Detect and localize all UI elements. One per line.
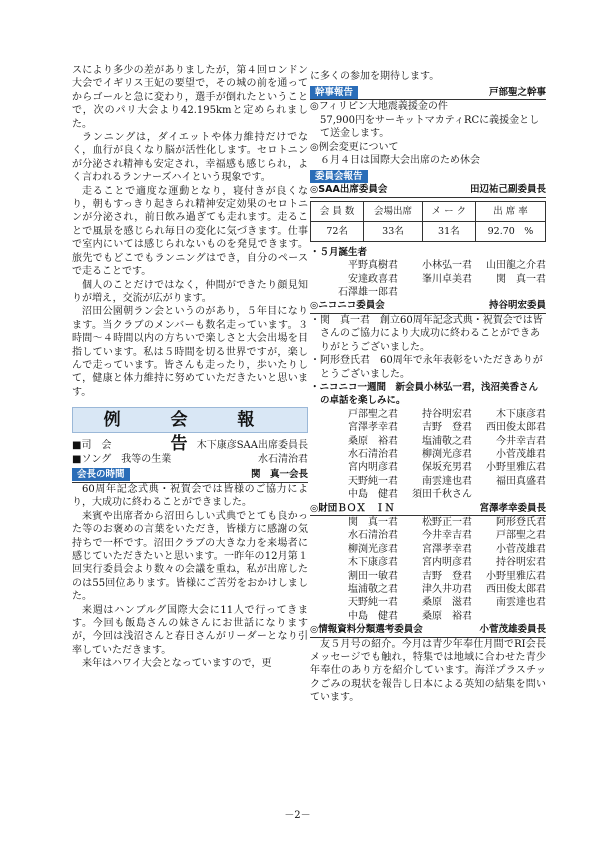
kaicho-tag: 会長の時間 xyxy=(72,468,130,481)
member-name: 石澤雄一郎君 xyxy=(338,287,398,299)
member-name: 水石清治君 xyxy=(348,530,398,542)
member-name: 関 真一君 xyxy=(348,516,398,528)
member-name: 松野正一君 xyxy=(422,516,472,528)
table-row xyxy=(311,201,546,221)
kaicho-name: 関 真一会長 xyxy=(250,469,308,481)
table-row xyxy=(311,221,546,241)
member-name: 今井幸吉君 xyxy=(422,530,472,542)
member-name: 西田俊太郎君 xyxy=(486,422,546,434)
member-name: 宮内明彦君 xyxy=(348,462,398,474)
name-row xyxy=(310,543,546,556)
table-cell: 72名 xyxy=(311,221,364,241)
member-name: 塩浦敬之君 xyxy=(348,584,398,595)
joho-title: ◎情報資料分類選考委員会 xyxy=(310,624,423,636)
name-row xyxy=(310,516,546,529)
name-row xyxy=(310,583,546,596)
member-name: 保坂充男君 xyxy=(422,462,472,474)
birthday-list xyxy=(310,259,546,299)
right-column xyxy=(310,70,546,705)
body-paragraph: 個人のことだけではなく，仲間ができたり顔見知りが増え，交流が広がります。 xyxy=(72,279,308,304)
emcee-value: 木下康彦SAA出席委員長 xyxy=(196,440,308,452)
member-name: 宮澤孝幸君 xyxy=(422,543,472,555)
member-name: 桑原 裕君 xyxy=(348,435,398,447)
member-name xyxy=(472,610,546,623)
box-title: ◎財団ＢＯＸ ＩＮ xyxy=(310,502,395,514)
member-name: 平野真樹君 xyxy=(348,260,398,272)
member-name: 柳渕光彦君 xyxy=(348,543,398,555)
member-name: 中島 健君 xyxy=(348,489,398,501)
member-name: 天野純一君 xyxy=(348,475,398,487)
saa-title: ◎SAA出席委員会 xyxy=(310,184,388,196)
member-name: 戸部聖之君 xyxy=(348,408,398,420)
saa-header xyxy=(310,183,546,197)
table-cell: 33名 xyxy=(364,221,422,241)
name-row xyxy=(310,435,546,448)
member-name: 今井幸吉君 xyxy=(496,435,546,447)
birthday-title: ・５月誕生者 xyxy=(310,246,368,258)
body-paragraph: 走ることで適度な運動となり，寝付きが良くなり，朝もすっきり起きられ精神安定効果のセロトニンが分泌され，前日飲み過ぎても走れます。走ることで風景を感じられ毎日の変化に気づきます。仕事で室内にいては感じられないものを発見できます。旅先でもどこでもランニングはでき，自分のペースで走ることです。 xyxy=(72,185,308,278)
song-value: 水石清治君 xyxy=(258,453,308,465)
member-name: 福田真盛君 xyxy=(496,475,546,487)
member-name: 塩浦敬之君 xyxy=(422,435,472,447)
member-name: 阿形登氏君 xyxy=(496,516,546,528)
member-name: 小林弘一君 xyxy=(422,260,472,272)
member-name xyxy=(472,488,546,501)
body-paragraph: に多くの参加を期待します。 xyxy=(310,71,440,82)
table-header-cell: 会 員 数 xyxy=(311,201,364,221)
name-row xyxy=(310,488,546,501)
niko-header xyxy=(310,299,546,313)
member-name: 柳渕光彦君 xyxy=(422,448,472,460)
joho-text: 友５月号の紹介。今月は青少年奉仕月間でRI会長メッセージでも触れ，特集では地域に合わせた青少年奉仕のあり方を紹介しています。海洋プラスチックごみの現状を報告し日本による英知の結集を問いています。 xyxy=(310,638,546,704)
member-name: 戸部聖之君 xyxy=(496,530,546,542)
table-header-cell: 会場出席 xyxy=(364,201,422,221)
niko-week-list xyxy=(310,408,546,502)
member-name xyxy=(472,286,546,299)
member-name: 木下康彦君 xyxy=(496,408,546,420)
member-name: 小菅茂雄君 xyxy=(496,543,546,555)
niko-week-title: ・ニコニコ一週間 新会員小林弘一君，浅沼美香さんの卓話を楽しみに。 xyxy=(310,381,539,407)
saa-name: 田辺祐己副委員長 xyxy=(469,184,546,196)
name-row xyxy=(310,556,546,569)
name-row xyxy=(310,610,546,623)
body-paragraph: 来賓や出席者から沼田らしい式典でとても良かった等のお褒めの言葉をいただき，皆様方に感謝の気持ちで一杯です。沼田クラブの大きな力を来場者に感じていただきたいと思います。一昨年の12月第１回実行委員会より数々の会議を重ね，私が出席したのは55回位あります。皆様にご苦労をおかけしました。 xyxy=(72,510,308,603)
kanji-tag: 幹事報告 xyxy=(310,86,358,99)
kanji-name: 戸部聖之幹事 xyxy=(488,86,546,98)
member-name: 小野里雅広君 xyxy=(486,462,546,474)
member-name: 宮内明彦君 xyxy=(422,557,472,569)
name-row xyxy=(310,596,546,609)
iinkai-header xyxy=(310,169,546,183)
member-name: 安達政喜君 xyxy=(348,273,398,285)
table-header-cell: メ ー ク xyxy=(422,201,475,221)
name-row xyxy=(310,448,546,461)
member-name: 中島 健君 xyxy=(348,610,398,622)
member-name: 峯川卓美君 xyxy=(422,273,472,285)
member-name: 津久井功君 xyxy=(422,584,472,595)
member-name: 南雲達也君 xyxy=(496,597,546,609)
page-number: －2－ xyxy=(284,810,311,821)
name-row xyxy=(310,273,546,286)
niko-title: ◎ニコニコ委員会 xyxy=(310,300,385,312)
member-name: 関 真一君 xyxy=(496,273,546,285)
table-header-cell: 出 席 率 xyxy=(475,201,545,221)
member-name: 西田俊太郎君 xyxy=(486,584,546,595)
box-header xyxy=(310,502,546,516)
kanji-item: 57,900円をサーキットマカティRCに義援金として送金します。 xyxy=(310,114,540,140)
kanji-header xyxy=(310,85,546,100)
niko-item: ・関 真一君 創立60周年記念式典・祝賀会では皆さんのご協力により大成功に終わることができありがとうございました。 xyxy=(310,314,543,353)
member-name: 須田千秋さん xyxy=(412,489,472,501)
kaicho-header xyxy=(72,468,308,483)
niko-item: ・阿形登氏君 60周年で永年表彰をいただきありがとうございました。 xyxy=(310,355,543,380)
box-name: 宮澤孝幸委員長 xyxy=(479,502,546,514)
kanji-item: ◎例会変更について xyxy=(310,141,399,153)
member-name: 吉野 登君 xyxy=(422,570,472,582)
name-row xyxy=(310,475,546,488)
member-name: 桑原 裕君 xyxy=(422,610,472,622)
member-name: 南雲達也君 xyxy=(422,475,472,487)
name-row xyxy=(310,408,546,421)
body-paragraph: スにより多少の差がありましたが，第４回ロンドン大会でイギリス王妃の要望で，その城の前を通ってからゴールと急に変わり，選手が倒れたということで，次のパリ大会より42.195kmと定められました。 xyxy=(72,65,308,130)
kanji-item: ◎フィリピン大地震義援金の件 xyxy=(310,101,448,113)
attendance-table xyxy=(310,201,546,242)
member-name: 割田一敏君 xyxy=(348,570,398,582)
member-name: 木下康彦君 xyxy=(348,557,398,569)
niko-name: 持谷明宏委員 xyxy=(488,300,546,312)
name-row xyxy=(310,286,546,299)
reikai-heading: 例 会 報 告 xyxy=(103,410,277,455)
member-name: 桑原 滋君 xyxy=(422,597,472,609)
song-label: ■ソング 我等の生業 xyxy=(72,453,172,465)
name-row xyxy=(310,421,546,434)
name-row xyxy=(310,259,546,272)
name-row xyxy=(310,570,546,583)
name-row xyxy=(310,529,546,542)
joho-name: 小菅茂雄委員長 xyxy=(479,624,546,636)
body-paragraph: 来年はハワイ大会となっていますので，更 xyxy=(82,658,272,670)
member-name: 小野里雅広君 xyxy=(486,570,546,582)
member-name xyxy=(398,286,472,299)
body-paragraph: ランニングは，ダイエットや体力維持だけでなく，血行が良くなり脳が活性化します。セロトニンが分泌され精神も安定され，幸福感も感じられ，よく言われるランナーズハイという現象です。 xyxy=(72,132,308,184)
name-row xyxy=(310,461,546,474)
emcee-label: ■司 会 xyxy=(72,440,112,452)
kanji-item: ６月４日は国際大会出席のため休会 xyxy=(310,155,480,167)
member-name: 小菅茂雄君 xyxy=(496,448,546,460)
member-name: 水石清治君 xyxy=(348,448,398,460)
member-name: 山田龍之介君 xyxy=(486,260,546,272)
member-name: 天野純一君 xyxy=(348,597,398,609)
body-paragraph: 来週はハンブルグ国際大会に11人で行ってきます。今回も飯島さんの妹さんにお世話になりますが，今回は浅沼さんと春日さんがリーダーとなり引率していただきます。 xyxy=(72,604,308,656)
body-paragraph: 沼田公園朝ラン会というのがあり，５年目になります。当クラブのメンバーも数名走っています。３時間～４時間以内の方ちいで楽しさと大会出場を目指しています。私は５時間を切る世界ですが，楽しんで走っています。皆さんも走ったり，歩いたりして，健康と体力維持に努めていただきたいと思います。 xyxy=(72,306,308,398)
box-list xyxy=(310,516,546,623)
member-name: 吉野 登君 xyxy=(422,422,472,434)
table-cell: 92.70 % xyxy=(475,221,545,241)
left-column xyxy=(72,64,308,671)
member-name: 持谷明宏君 xyxy=(496,557,546,569)
table-cell: 31名 xyxy=(422,221,475,241)
member-name: 宮澤孝幸君 xyxy=(348,422,398,434)
joho-header xyxy=(310,623,546,637)
body-paragraph: 60周年記念式典・祝賀会では皆様のご協力により，大成功に終わることができました。 xyxy=(72,483,308,509)
iinkai-tag: 委員会報告 xyxy=(310,170,368,183)
member-name: 持谷明宏君 xyxy=(422,408,472,420)
